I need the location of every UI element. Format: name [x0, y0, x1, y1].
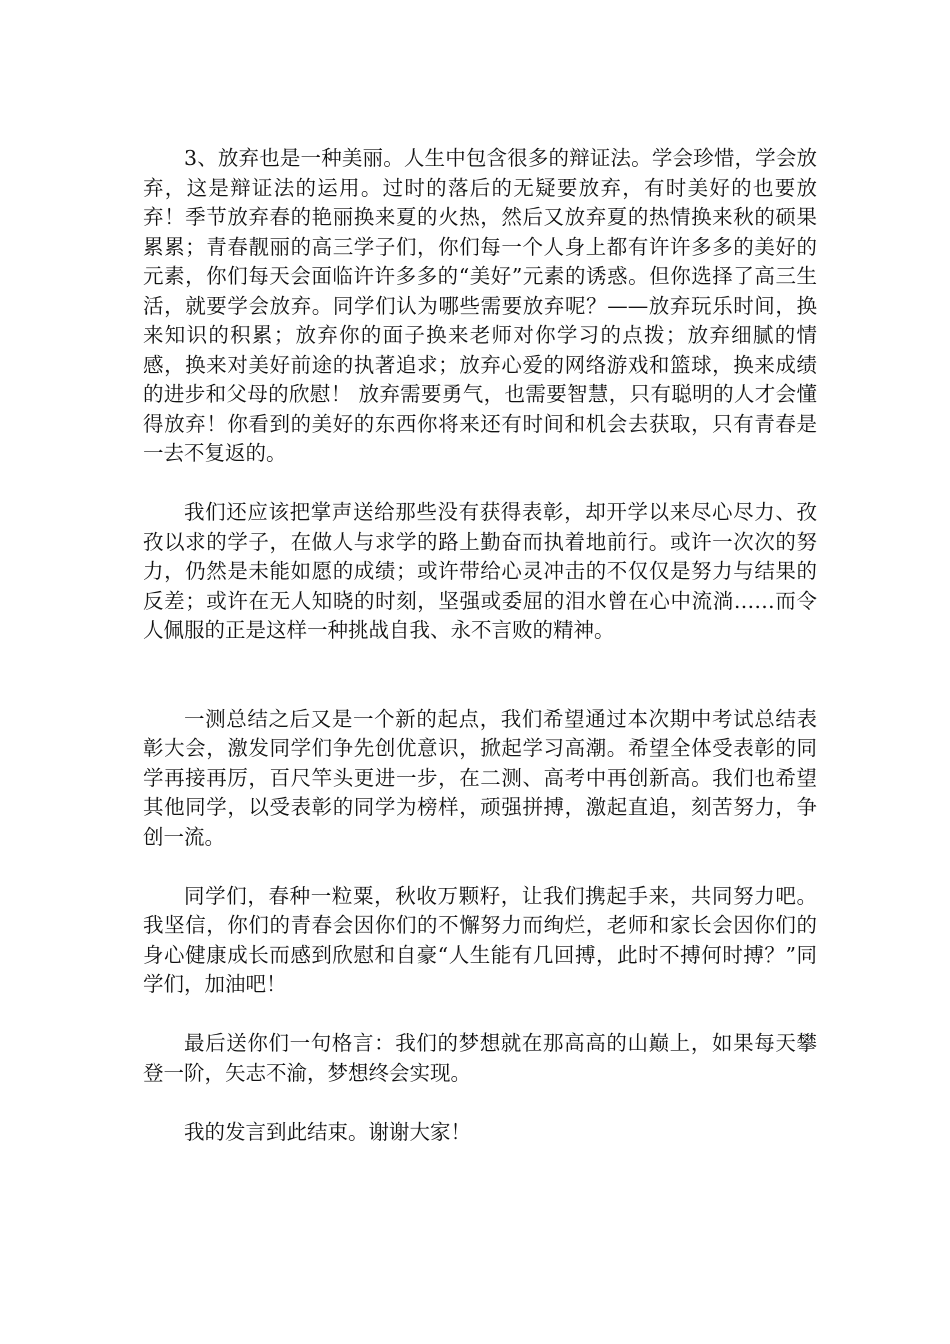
paragraph-applause: 我们还应该把掌声送给那些没有获得表彰，却开学以来尽心尽力、孜孜以求的学子，在做人与求学的路上勤奋而执着地前行。或许一次次的努力，仍然是未能如愿的成绩；或许带给心灵冲击的不仅仅是努力与结果的反差；或许在无人知晓的时刻，坚强或委屈的泪水曾在心中流淌……而令人佩服的正是这样一种挑战自我、永不言败的精神。 [143, 500, 817, 642]
paragraph-encouragement: 同学们，春种一粒粟，秋收万颗籽，让我们携起手来，共同努力吧。我坚信，你们的青春会因你们的不懈努力而绚烂，老师和家长会因你们的身心健康成长而感到欣慰和自豪“人生能有几回搏，此时不搏何时搏？”同学们，加油吧！ [143, 883, 817, 996]
paragraph-new-start: 一测总结之后又是一个新的起点，我们希望通过本次期中考试总结表彰大会，激发同学们争先创优意识，掀起学习高潮。希望全体受表彰的同学再接再厉，百尺竿头更进一步，在二测、高考中再创新高。我们也希望其他同学，以受表彰的同学为榜样，顽强拼搏，激起直追，刻苦努力，争创一流。 [143, 706, 817, 849]
paragraph-give-up-beauty: 3、放弃也是一种美丽。人生中包含很多的辩证法。学会珍惜，学会放弃，这是辩证法的运用。过时的落后的无疑要放弃，有时美好的也要放弃！季节放弃春的艳丽换来夏的火热，然后又放弃夏的热情换来秋的硕果累累；青春靓丽的高三学子们，你们每一个人身上都有许许多多的美好的元素，你们每天会面临许许多多的“美好”元素的诱惑。但你选择了高三生活，就要学会放弃。同学们认为哪些需要放弃呢？——放弃玩乐时间，换来知识的积累；放弃你的面子换来老师对你学习的点拨；放弃细腻的情感，换来对美好前途的执著追求；放弃心爱的网络游戏和篮球，换来成绩的进步和父母的欣慰！ 放弃需要勇气，也需要智慧，只有聪明的人才会懂得放弃！你看到的美好的东西你将来还有时间和机会去获取，只有青春是一去不复返的。 [143, 146, 817, 465]
paragraph-closing: 我的发言到此结束。谢谢大家！ [184, 1119, 471, 1144]
document-body [143, 144, 817, 1177]
paragraph-motto: 最后送你们一句格言：我们的梦想就在那高高的山巅上，如果每天攀登一阶，矢志不渝，梦想终会实现。 [143, 1031, 817, 1085]
